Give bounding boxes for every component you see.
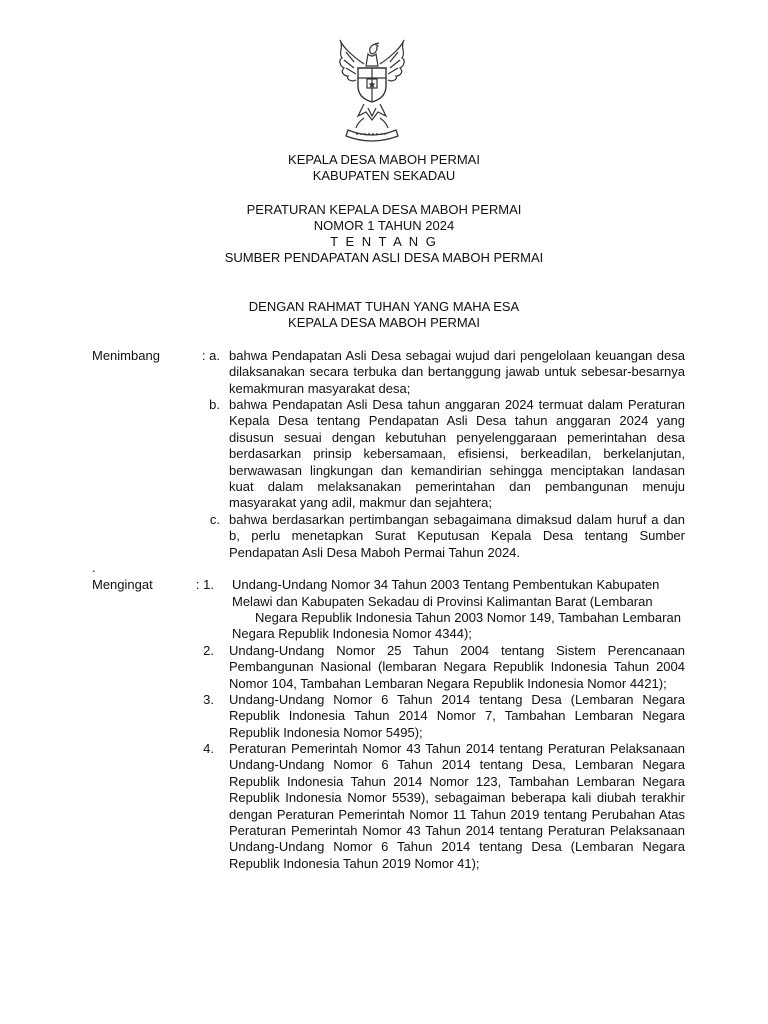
garuda-emblem-icon bbox=[334, 38, 410, 142]
header-line-1: KEPALA DESA MABOH PERMAI bbox=[288, 152, 480, 167]
mengingat-item-1-line-4: Negara Republik Indonesia Nomor 4344); bbox=[232, 626, 472, 641]
regulation-about: T E N T A N G bbox=[330, 234, 438, 249]
menimbang-item-c: bahwa berdasarkan pertimbangan sebagaimana dimaksud dalam huruf a dan b, perlu menetapkan Surat Keputusan Kepala Desa tentang Sumber Pendapatan Asli Desa Maboh Permai Tahun 2024. bbox=[229, 512, 685, 560]
menimbang-marker-c: c. bbox=[209, 512, 220, 527]
menimbang-marker-a: : a. bbox=[201, 348, 220, 363]
mengingat-item-4: Peraturan Pemerintah Nomor 43 Tahun 2014 tentang Peraturan Pelaksanaan Undang-Undang Nomor 6 Tahun 2014 tentang Desa, Lembaran Negara Republik Indonesia Tahun 2014 Nomor 123, Tambahan Lembaran Negara Republik Indonesia Nomor 5539), sebagaiman beberapa kali diubah terakhir dengan Peraturan Pemerintah Nomor 11 Tahun 2019 tentang Perubahan Atas Peraturan Pemerintah Nomor 43 Tahun 2014 tentang Peraturan Pelaksanaan Undang-Undang Nomor 6 Tahun 2014 tentang Desa (Lembaran Negara Republik Indonesia Tahun 2019 Nomor 41); bbox=[229, 741, 685, 871]
mengingat-label: Mengingat bbox=[92, 577, 153, 592]
menimbang-item-a: bahwa Pendapatan Asli Desa sebagai wujud dari pengelolaan keuangan desa dilaksanakan secara terbuka dan bertanggung jawab untuk sebesar-besarnya kemakmuran masyarakat desa; bbox=[229, 348, 685, 396]
mengingat-marker-2: 2. bbox=[203, 643, 214, 658]
mengingat-item-2: Undang-Undang Nomor 25 Tahun 2004 tentang Sistem Perencanaan Pembangunan Nasional (lembaran Negara Republik Indonesia Tahun 2004 Nomor 104, Tambahan Lembaran Negara Republik Indonesia Nomor 4421); bbox=[229, 643, 685, 691]
menimbang-marker-b: b. bbox=[209, 397, 220, 412]
regulation-subject: SUMBER PENDAPATAN ASLI DESA MABOH PERMAI bbox=[224, 250, 544, 265]
mengingat-marker-1: : 1. bbox=[195, 577, 214, 592]
opening-line-2: KEPALA DESA MABOH PERMAI bbox=[288, 315, 480, 330]
mengingat-item-1-line-1: Undang-Undang Nomor 34 Tahun 2003 Tentang Pembentukan Kabupaten bbox=[232, 577, 660, 592]
menimbang-label: Menimbang bbox=[92, 348, 160, 363]
separator-dot: . bbox=[92, 560, 96, 575]
header-line-2: KABUPATEN SEKADAU bbox=[312, 168, 456, 183]
mengingat-marker-3: 3. bbox=[203, 692, 214, 707]
mengingat-item-1-line-3: Negara Republik Indonesia Tahun 2003 Nomor 149, Tambahan Lembaran bbox=[255, 610, 681, 625]
mengingat-item-1-line-2: Melawi dan Kabupaten Sekadau di Provinsi Kalimantan Barat (Lembaran bbox=[232, 594, 653, 609]
regulation-number: NOMOR 1 TAHUN 2024 bbox=[313, 218, 455, 233]
regulation-title: PERATURAN KEPALA DESA MABOH PERMAI bbox=[246, 202, 522, 217]
opening-line-1: DENGAN RAHMAT TUHAN YANG MAHA ESA bbox=[248, 299, 520, 314]
menimbang-item-b: bahwa Pendapatan Asli Desa tahun anggaran 2024 termuat dalam Peraturan Kepala Desa tentang Pendapatan Asli Desa tahun anggaran 2024 yang disusun sesuai dengan kebutuhan penyelenggaraan pemerintahan desa berdasarkan prinsip kebersamaan, efisiensi, berkeadilan, berkelanjutan, berwawasan lingkungan dan kemandirian sehingga menciptakan landasan kuat dalam melaksanakan pemerintahan dan pembangunan menuju masyarakat yang adil, makmur dan sejahtera; bbox=[229, 397, 685, 511]
mengingat-item-3: Undang-Undang Nomor 6 Tahun 2014 tentang Desa (Lembaran Negara Republik Indonesia Tahun 2014 Nomor 7, Tambahan Lembaran Negara Republik Indonesia Nomor 5495); bbox=[229, 692, 685, 740]
mengingat-marker-4: 4. bbox=[203, 741, 214, 756]
